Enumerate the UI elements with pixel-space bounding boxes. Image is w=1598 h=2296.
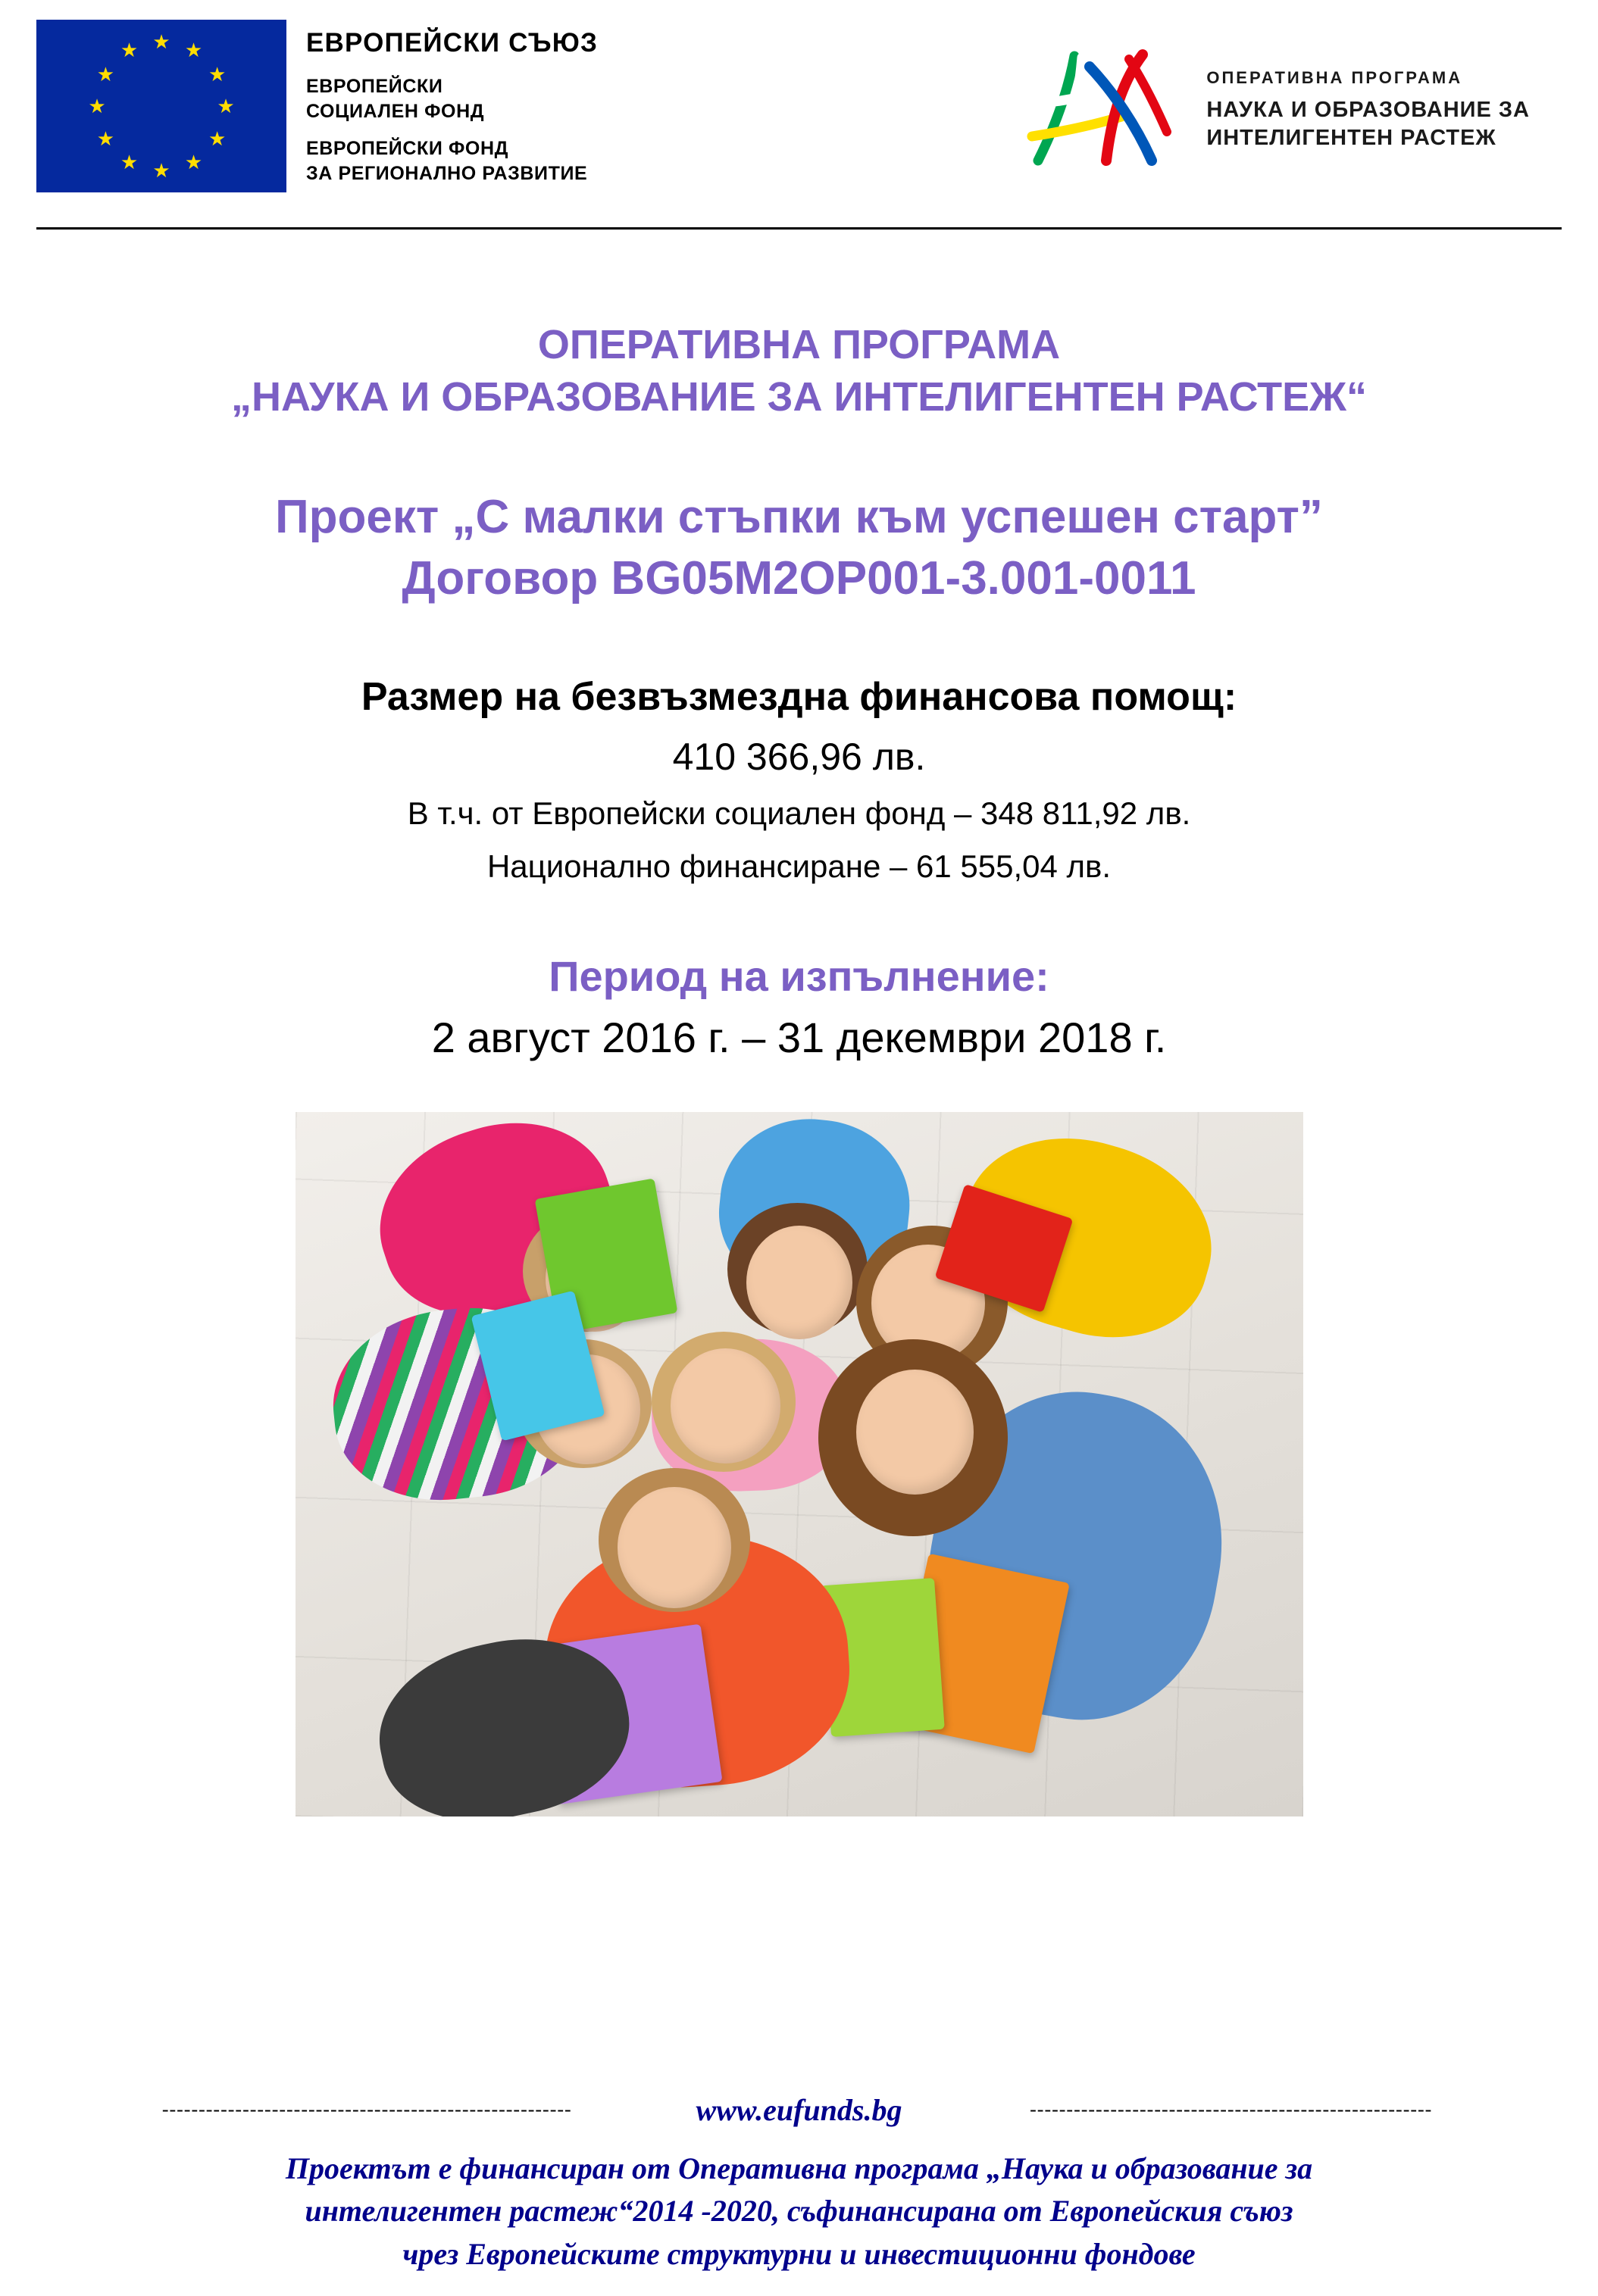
header-logos-row	[36, 20, 1553, 192]
document-header	[0, 0, 1598, 220]
footer-disclaimer: Проектът е финансиран от Оперативна програма „Наука и образование за интелигентен растеж“2014 -2020, съфинансирана от Европейския съюз чрез Европейските структурни и инвестиционни фондове	[285, 2151, 1313, 2272]
project-title: Проект „С малки стъпки към успешен старт” Договор BG05M2OP001-3.001-0011	[275, 491, 1323, 604]
eu-emblem-text	[306, 20, 598, 186]
grant-amount: 410 366,96 лв.	[672, 736, 926, 779]
eu-emblem-block	[36, 20, 598, 192]
period-value: 2 август 2016 г. – 31 декември 2018 г.	[431, 1014, 1167, 1062]
dashes-right: -------------------------------------------------------	[1030, 2098, 1433, 2121]
eu-regional-fund-label: ЕВРОПЕЙСКИ ФОНД ЗА РЕГИОНАЛНО РАЗВИТИЕ	[306, 138, 588, 185]
eu-stars-circle: ★ ★ ★ ★ ★ ★ ★ ★ ★ ★ ★ ★	[88, 30, 235, 182]
document-body	[0, 319, 1598, 1816]
op-logo-line2: НАУКА И ОБРАЗОВАНИЕ ЗА ИНТЕЛИГЕНТЕН РАСТЕЖ	[1206, 98, 1530, 151]
child-head	[746, 1226, 852, 1339]
op-noir-logo-icon	[1015, 47, 1190, 172]
op-logo-block	[1015, 20, 1553, 172]
op-logo-text	[1206, 67, 1530, 153]
document-footer	[0, 2092, 1598, 2276]
eu-flag-icon	[36, 20, 286, 192]
child-head	[856, 1370, 974, 1495]
eu-union-label: ЕВРОПЕЙСКИ СЪЮЗ	[306, 28, 599, 58]
children-photo	[296, 1112, 1303, 1816]
eu-social-fund-label: ЕВРОПЕЙСКИ СОЦИАЛЕН ФОНД	[306, 76, 485, 123]
period-label: Период на изпълнение:	[549, 952, 1049, 1001]
header-divider	[36, 227, 1562, 230]
child-head	[671, 1348, 780, 1464]
footer-url-row	[0, 2092, 1598, 2128]
programme-title: ОПЕРАТИВНА ПРОГРАМА „НАУКА И ОБРАЗОВАНИЕ ЗА ИНТЕЛИГЕНТЕН РАСТЕЖ“	[230, 322, 1367, 420]
child-head	[618, 1487, 731, 1608]
grant-national-line: Национално финансиране – 61 555,04 лв.	[486, 848, 1112, 885]
grant-label: Размер на безвъзмездна финансова помощ:	[361, 675, 1237, 720]
dashes-left: --------------------------------------------------------	[161, 2098, 572, 2121]
grant-esf-line: В т.ч. от Европейски социален фонд – 348 811,92 лв.	[407, 795, 1191, 832]
op-logo-line1: ОПЕРАТИВНА ПРОГРАМА	[1206, 67, 1463, 87]
eufunds-link[interactable]: www.eufunds.bg	[696, 2092, 902, 2127]
